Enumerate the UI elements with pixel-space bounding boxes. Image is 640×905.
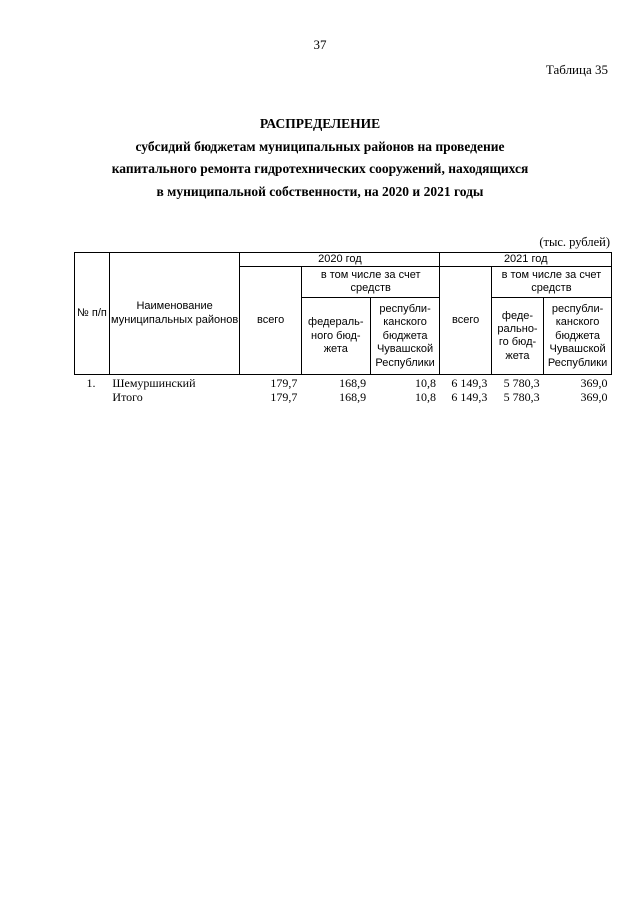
- cell-federal-2021: 5 780,3: [503, 390, 540, 405]
- cell-total-2021: 6 149,3: [451, 390, 488, 405]
- header-num: № п/п: [75, 253, 110, 375]
- row-num: 1.: [86, 376, 96, 391]
- subsidy-table: [74, 252, 612, 404]
- heading-line: субсидий бюджетам муниципальных районов на проведение: [135, 138, 505, 154]
- cell-federal-2020: 168,9: [339, 376, 367, 391]
- cell-federal-2020: 168,9: [339, 390, 367, 405]
- units-note: (тыс. рублей): [539, 235, 610, 249]
- page-number: 37: [313, 37, 327, 52]
- row-district: Шемуршинский: [112, 376, 196, 391]
- header-federal-2021: феде-рально-го бюд-жета: [491, 298, 543, 375]
- row-num: [75, 390, 110, 404]
- table-row: [75, 375, 612, 391]
- header-including-2020: в том числе за счет средств: [301, 267, 440, 298]
- cell-republic-2020: 10,8: [414, 390, 436, 405]
- cell-total-2020: 179,7: [270, 390, 298, 405]
- header-republic-2021: республи-канского бюджета Чувашской Республики: [544, 298, 612, 375]
- header-republic-2020: республи-канского бюджета Чувашской Республики: [370, 298, 440, 375]
- table-label: Таблица 35: [545, 62, 608, 77]
- header-total-2021: всего: [440, 267, 491, 375]
- heading-line: капитального ремонта гидротехнических сооружений, находящихся: [111, 161, 529, 176]
- header-total-2020: всего: [240, 267, 302, 375]
- document-heading: [0, 113, 640, 203]
- table-row-total: [75, 390, 612, 404]
- header-district-name: Наименование муниципальных районов: [109, 253, 239, 375]
- cell-federal-2021: 5 780,3: [503, 376, 540, 391]
- cell-republic-2020: 10,8: [414, 376, 436, 391]
- heading-title: РАСПРЕДЕЛЕНИЕ: [259, 116, 381, 131]
- heading-line: в муниципальной собственности, на 2020 и 2021 годы: [156, 183, 484, 199]
- cell-republic-2021: 369,0: [580, 390, 608, 405]
- cell-republic-2021: 369,0: [580, 376, 608, 391]
- cell-total-2021: 6 149,3: [451, 376, 488, 391]
- header-federal-2020: федераль-ного бюд-жета: [301, 298, 370, 375]
- header-year-2020: 2020 год: [240, 253, 440, 267]
- row-district: Итого: [112, 390, 143, 405]
- cell-total-2020: 179,7: [270, 376, 298, 391]
- header-year-2021: 2021 год: [440, 253, 612, 267]
- header-including-2021: в том числе за счет средств: [491, 267, 611, 298]
